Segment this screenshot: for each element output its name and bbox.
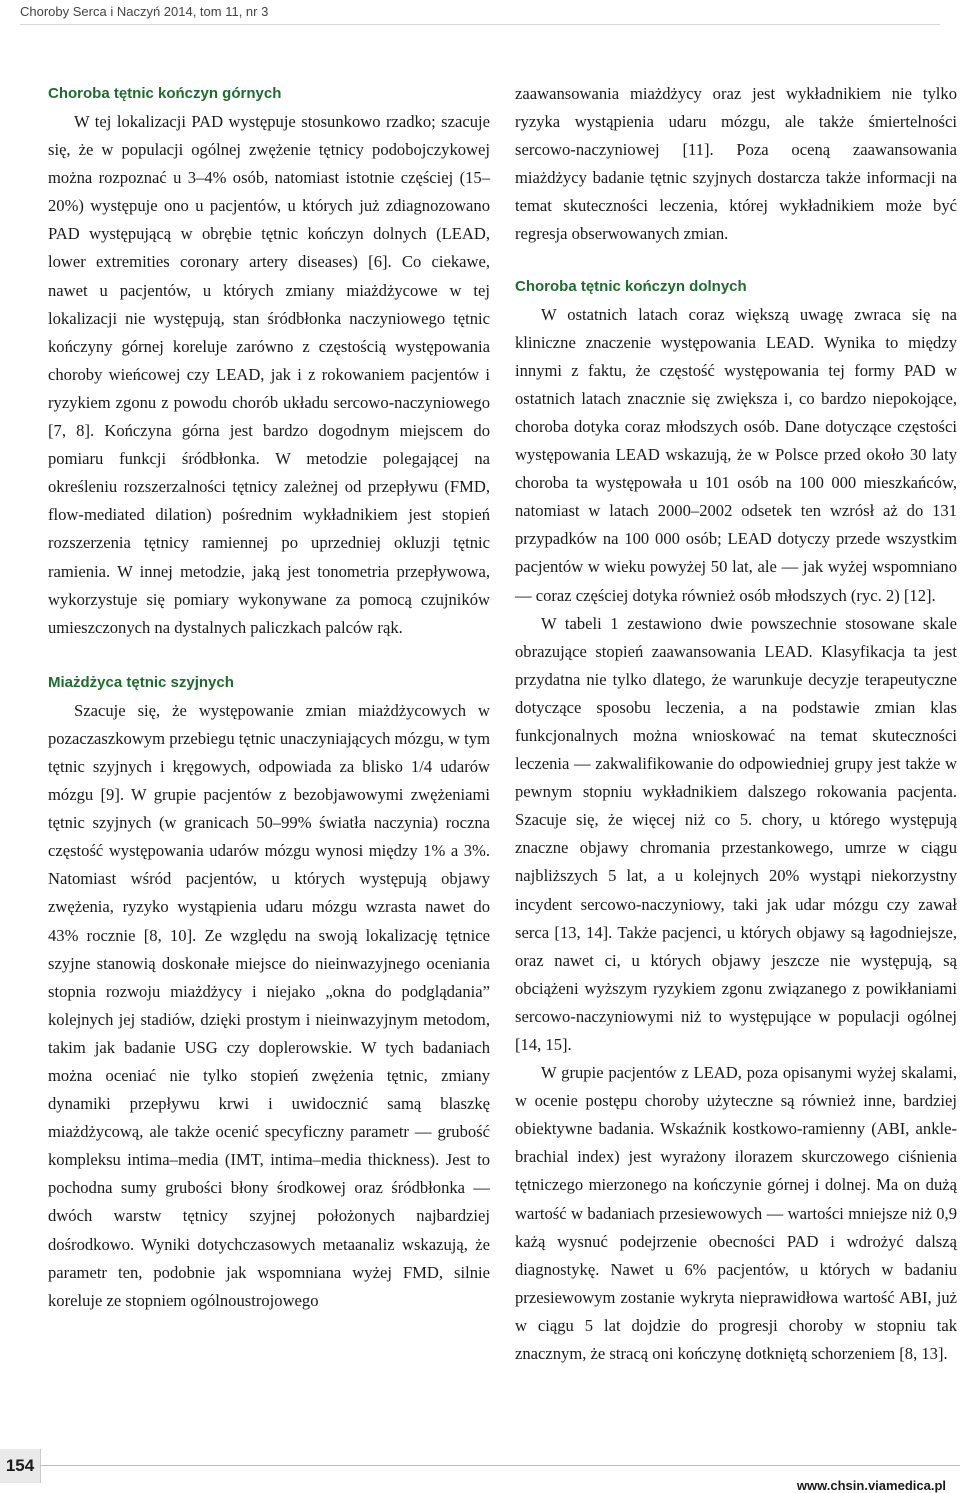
journal-url[interactable]: www.chsin.viamedica.pl [796,1478,946,1493]
page-footer [0,1449,960,1493]
right-column [515,80,957,1368]
page-number: 154 [0,1449,41,1483]
journal-title: Choroby Serca i Naczyń 2014, tom 11, nr 3 [20,4,269,19]
left-column [48,80,490,1315]
paragraph-carotid-continued: zaawansowania miażdżycy oraz jest wykładnikiem nie tylko ryzyka wystąpienia udaru mózgu, ale także śmiertelności sercowo-naczyniowej [11]. Poza oceną zaawansowania miażdżycy badanie tętnic szyjnych dostarcza także informacji na temat skuteczności leczenia, której wykładnikiem może być regresja obserwowanych zmian. [515,84,957,244]
paragraph-lower-limb-3: W grupie pacjentów z LEAD, poza opisanymi wyżej skalami, w ocenie postępu choroby użyteczne są również inne, bardziej obiektywne badania. Wskaźnik kostkowo-ramienny (ABI, ankle-brachial index) jest wyrażony ilorazem skurczowego ciśnienia tętniczego mierzonego na kończynie górnej i dolnej. Ma on dużą wartość w badaniach przesiewowych — wartości mniejsze niż 0,9 każą wysnuć podejrzenie obecności PAD i wdrożyć dalszą diagnostykę. Nawet u 6% pacjentów, u których w badaniu przesiewowym zostanie wykryta nieprawidłowa wartość ABI, już w ciągu 5 lat dojdzie do progresji choroby w stopniu tak znacznym, że stracą oni kończynę dotkniętą schorzeniem [8, 13]. [515,1063,957,1364]
heading-carotid: Miażdżyca tętnic szyjnych [48,673,234,691]
running-head [20,2,940,25]
paragraph-lower-limb-1: W ostatnich latach coraz większą uwagę zwraca się na kliniczne znaczenie występowania LEAD. Wynika to między innymi z faktu, że częstość występowania tej formy PAD w ostatnich latach znacznie się zwiększa i, co bardzo niepokojące, choroba dotyka coraz młodszych osób. Dane dotyczące częstości występowania LEAD wskazują, że w Polsce przed około 30 laty choroba ta występowała u 101 osób na 100 000 mieszkańców, natomiast w latach 2000–2002 odsetek ten wzrósł aż do 131 przypadków na 100 000 osób; LEAD dotyczy przede wszystkim pacjentów w wieku powyżej 50 lat, ale — jak wyżej wspomniano — coraz częściej dotyka również osób młodszych (ryc. 2) [12]. [515,304,957,605]
paragraph-lower-limb-2: W tabeli 1 zestawiono dwie powszechnie stosowane skale obrazujące stopień zaawansowania LEAD. Klasyfikacja ta jest przydatna nie tylko dlatego, że warunkuje decyzje terapeutyczne dotyczące sposobu leczenia, a na podstawie zmian klas funkcjonalnych można wnioskować na temat skuteczności leczenia — zakwalifikowanie do odpowiedniej grupy jest także w pewnym stopniu wykładnikiem dalszego rokowania pacjenta. Szacuje się, że więcej niż co 5. chory, u którego występują znaczne objawy chromania przestankowego, umrze w ciągu najbliższych 5 lat, a u kolejnych 20% wystąpi niekorzystny incydent sercowo-naczyniowy, taki jak udar mózgu czy zawał serca [13, 14]. Także pacjenci, u których objawy są łagodniejsze, oraz nawet ci, u których objawy jeszcze nie występują, są obciążeni wyższym ryzykiem zgonu związanego z powikłaniami sercowo-naczyniowymi niż to występujące w populacji ogólnej [14, 15]. [515,613,957,1054]
heading-upper-limb: Choroba tętnic kończyn górnych [48,85,282,102]
footer-rule [40,1465,960,1466]
paragraph-upper-limb: W tej lokalizacji PAD występuje stosunkowo rzadko; szacuje się, że w populacji ogólnej zwężenie tętnicy podobojczykowej można rozpoznać u 3–4% osób, natomiast istotnie częściej (15–20%) występuje ono u pacjentów, u których już zdiagnozowano PAD występującą w obrębie tętnic kończyn dolnych (LEAD, lower extremities coronary artery diseases) [6]. Co ciekawe, nawet u pacjentów, u których zmiany miażdżycowe w tej lokalizacji nie występują, stan śródbłonka naczyniowego tętnic kończyny górnej koreluje zarówno z częstością występowania choroby wieńcowej czy LEAD, jak i z rokowaniem pacjentów i ryzykiem zgonu z powodu chorób układu sercowo-naczyniowego [7, 8]. Kończyna górna jest bardzo dogodnym miejscem do pomiaru funkcji śródbłonka. W metodzie polegającej na określeniu rozszerzalności tętnicy zależnej od przepływu (FMD, flow-mediated dilation) pośrednim wykładnikiem jest stopień rozszerzenia tętnicy ramiennej po uprzedniej okluzji tętnic ramienia. W innej metodzie, jaką jest tonometria przepływowa, wykorzystuje się pomiary wykonywane za pomocą czujników umieszczonych na dystalnych paliczkach palców rąk. [48,112,490,637]
paragraph-carotid: Szacuje się, że występowanie zmian miażdżycowych w pozaczaszkowym przebiegu tętnic unaczyniających mózgu, w tym tętnic szyjnych i kręgowych, odpowiada za blisko 1/4 udarów mózgu [9]. W grupie pacjentów z bezobjawowymi zwężeniami tętnic szyjnych (w granicach 50–99% światła naczynia) roczna częstość występowania udarów mózgu wynosi między 1% a 3%. Natomiast wśród pacjentów, u których występują objawy zwężenia, ryzyko wystąpienia udaru mózgu wzrasta nawet do 43% rocznie [8, 10]. Ze względu na swoją lokalizację tętnice szyjne stanowią doskonałe miejsce do nieinwazyjnego oceniania stopnia rozwoju miażdżycy i niejako „okna do podglądania” kolejnych jej stadiów, dzięki prostym i nieinwazyjnym metodom, takim jak badanie USG czy doplerowskie. W tych badaniach można oceniać nie tylko stopień zwężenia tętnic, zmiany dynamiki przepływu krwi i uwidocznić samą blaszkę miażdżycową, ale także ocenić specyficzny parametr — grubość kompleksu intima–media (IMT, intima–media thickness). Jest to pochodna sumy grubości błony środkowej oraz śródbłonka — dwóch warstw tętnicy szyjnej położonych najbardziej dośrodkowo. Wyniki dotychczasowych metaanaliz wskazują, że parametr ten, podobnie jak wspomniana wyżej FMD, silnie koreluje ze stopniem ogólnoustrojowego [48,700,490,1310]
heading-lower-limb: Choroba tętnic kończyn dolnych [515,277,747,295]
